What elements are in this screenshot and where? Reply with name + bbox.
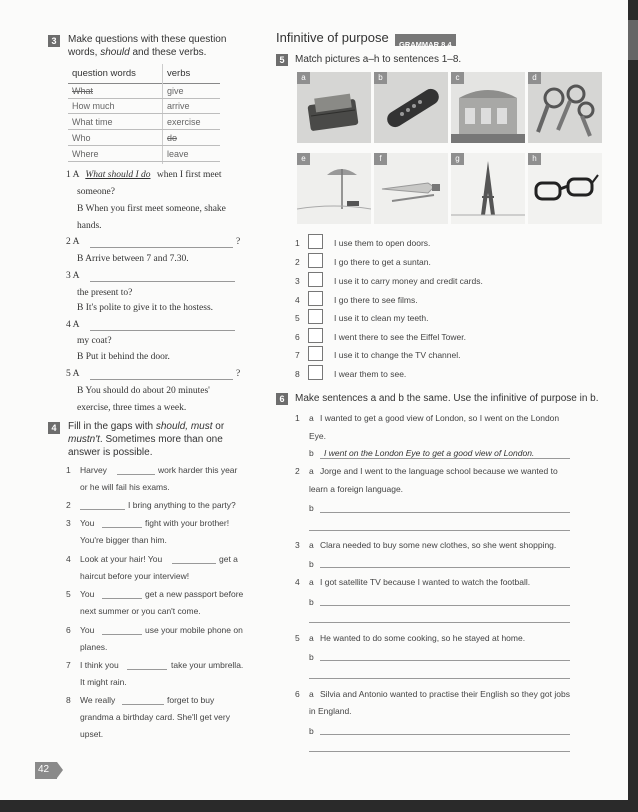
item-text: fight with your brother! <box>145 518 230 528</box>
answer-line[interactable] <box>90 330 235 331</box>
item-number: 7 <box>295 350 300 360</box>
item-letter: a <box>309 413 314 423</box>
table-row-divider <box>68 145 220 146</box>
item-number: 2 <box>295 257 300 267</box>
instruction-line: Make questions with these question <box>68 34 227 45</box>
item-number: 3 <box>66 518 71 528</box>
answer-box[interactable] <box>308 291 323 306</box>
sentence-text: I use them to open doors. <box>334 238 431 248</box>
gap-line[interactable] <box>102 527 142 528</box>
item-text: It might rain. <box>80 677 127 687</box>
picture-beach <box>297 153 371 224</box>
picture-cinema <box>451 72 525 143</box>
item-text: We really <box>80 695 116 705</box>
answer-box[interactable] <box>308 346 323 361</box>
table-cell: arrive <box>167 101 190 111</box>
text: words, <box>68 47 101 58</box>
item-text: haircut before your interview! <box>80 571 190 581</box>
sentence-text: He wanted to do some cooking, so he stayed at home. <box>320 633 526 643</box>
item-number: 3 <box>295 540 300 550</box>
item-text: work harder this year <box>158 465 238 475</box>
item-letter: b <box>309 503 314 513</box>
item-text: forget to buy <box>167 695 215 705</box>
text: when I first meet <box>156 170 222 180</box>
item-letter: a <box>309 540 314 550</box>
item-number: 5 <box>295 633 300 643</box>
picture-glasses <box>528 153 602 224</box>
ex3-item-2b: B Arrive between 7 and 7.30. <box>77 254 189 264</box>
exercise-6-badge: 6 <box>276 393 288 405</box>
item-number: 8 <box>66 695 71 705</box>
item-number: 1 <box>66 465 71 475</box>
sentence-text: I got satellite TV because I wanted to watch the football. <box>320 577 531 587</box>
gap-line[interactable] <box>127 669 167 670</box>
item-number: 8 <box>295 369 300 379</box>
ex3-item-4b: B Put it behind the door. <box>77 352 170 362</box>
item-number: 4 <box>295 295 300 305</box>
ex3-item-3a: 3 A <box>66 271 80 281</box>
sentence-text: I use it to clean my teeth. <box>334 313 429 323</box>
ex3-item-1b: B When you first meet someone, shake <box>77 204 226 214</box>
instruction-line <box>68 46 258 59</box>
table-cell: How much <box>72 101 115 111</box>
table-header-verbs: verbs <box>167 68 191 79</box>
exercise-3-instruction <box>68 33 258 59</box>
item-text: upset. <box>80 729 104 739</box>
answer-box[interactable] <box>308 234 323 249</box>
table-cell: do <box>167 133 178 143</box>
item-text: get a new passport before <box>145 589 244 599</box>
table-divider <box>68 83 220 84</box>
item-number: 5 <box>295 313 300 323</box>
item-letter: b <box>309 559 314 569</box>
picture-toothpaste <box>374 153 448 224</box>
sentence-text: in England. <box>309 706 352 716</box>
gap-line[interactable] <box>172 563 216 564</box>
sentence-text: learn a foreign language. <box>309 484 404 494</box>
gap-line[interactable] <box>122 704 164 705</box>
exercise-4-badge: 4 <box>48 422 60 434</box>
item-text: You're bigger than him. <box>80 535 167 545</box>
answer-line[interactable] <box>320 605 570 606</box>
item-text: I think you <box>80 660 119 670</box>
picture-wallet <box>297 72 371 143</box>
item-letter: b <box>309 448 314 458</box>
answer-line[interactable] <box>309 622 570 623</box>
text-italic: should, must <box>155 421 213 432</box>
answer-box[interactable] <box>308 253 323 268</box>
item-letter: b <box>309 726 314 736</box>
text: . Sometimes more than one <box>99 434 223 445</box>
page-edge-tab <box>628 20 638 60</box>
ex3-item-2a: 2 A <box>66 237 80 247</box>
table-header-question-words: question words <box>72 68 136 79</box>
table-cell: What time <box>72 117 113 127</box>
gap-line[interactable] <box>117 474 155 475</box>
picture-label: b <box>374 72 387 84</box>
answer-line[interactable] <box>309 678 570 679</box>
gap-line[interactable] <box>80 509 125 510</box>
table-cell: leave <box>167 149 189 159</box>
sentence-text: I use it to change the TV channel. <box>334 350 461 360</box>
item-number: 5 <box>66 589 71 599</box>
picture-label: g <box>451 153 464 165</box>
ex3-item-3a-cont: the present to? <box>77 288 133 298</box>
table-cell: What <box>72 86 94 96</box>
item-letter: b <box>309 652 314 662</box>
answer-line[interactable] <box>320 660 570 661</box>
sentence-text: I use it to carry money and credit cards. <box>334 276 483 286</box>
item-text: Harvey <box>80 465 107 475</box>
picture-label: c <box>451 72 464 84</box>
answer-line[interactable] <box>90 379 233 380</box>
table-row-divider <box>68 161 220 162</box>
item-letter: a <box>309 577 314 587</box>
item-number: 6 <box>295 689 300 699</box>
item-number: 1 <box>295 413 300 423</box>
page-edge <box>628 0 638 812</box>
gap-line[interactable] <box>102 598 142 599</box>
table-cell: give <box>167 86 184 96</box>
item-text: use your mobile phone on <box>145 625 243 635</box>
item-number: 1 <box>295 238 300 248</box>
answer-line[interactable] <box>320 734 570 735</box>
sentence-text: I go there to see films. <box>334 295 418 305</box>
instruction-line: answer is possible. <box>68 447 153 458</box>
grammar-tag-arrow <box>446 34 451 46</box>
picture-label: h <box>528 153 541 165</box>
ex3-item-4a-cont: my coat? <box>77 336 112 346</box>
page-number-arrow <box>57 762 63 778</box>
text-italic: mustn't <box>68 434 100 445</box>
section-title: Infinitive of purpose <box>276 30 389 45</box>
picture-keys <box>528 72 602 143</box>
page-bottom-edge <box>0 800 638 812</box>
table-cell: exercise <box>167 117 201 127</box>
item-letter: a <box>309 689 314 699</box>
question-mark: ? <box>236 369 241 379</box>
page-number-text: 42 <box>38 764 50 775</box>
answer-line[interactable] <box>309 751 570 752</box>
sentence-text: Eye. <box>309 431 327 441</box>
answer-box[interactable] <box>308 328 323 343</box>
answer-line[interactable] <box>90 281 235 282</box>
text: and these verbs. <box>129 47 207 58</box>
instruction-line <box>68 433 263 446</box>
item-number: 2 <box>295 466 300 476</box>
gap-line[interactable] <box>102 634 142 635</box>
answer-text: I went on the London Eye to get a good view of London. <box>324 448 535 458</box>
page-number <box>35 762 57 779</box>
item-number: 6 <box>295 332 300 342</box>
table-row-divider <box>68 129 220 130</box>
answer-line[interactable] <box>309 530 570 531</box>
item-number: 4 <box>295 577 300 587</box>
answer-box[interactable] <box>308 365 323 380</box>
exercise-6-instruction: Make sentences a and b the same. Use the infinitive of purpose in b. <box>295 393 599 404</box>
table-cell: Where <box>72 149 99 159</box>
ex3-item-5a: 5 A <box>66 369 80 379</box>
item-text: get a <box>219 554 238 564</box>
item-text: next summer or you can't come. <box>80 606 201 616</box>
text: Fill in the gaps with <box>68 421 156 432</box>
picture-label: d <box>528 72 541 84</box>
ex3-item-5b-cont: exercise, three times a week. <box>77 403 187 413</box>
picture-remote-control <box>374 72 448 143</box>
item-number: 2 <box>66 500 71 510</box>
answer-box[interactable] <box>308 272 323 287</box>
text: or <box>212 421 225 432</box>
item-letter: a <box>309 633 314 643</box>
table-cell: Who <box>72 133 91 143</box>
grammar-tag-text: GRAMMAR 8.4 <box>399 40 452 49</box>
answer-line[interactable] <box>320 567 570 568</box>
ex3-item-1a-cont: someone? <box>77 187 115 197</box>
ex3-item-1b-cont: hands. <box>77 221 102 231</box>
exercise-4-instruction <box>68 420 263 459</box>
item-number: 6 <box>66 625 71 635</box>
exercise-5-badge: 5 <box>276 54 288 66</box>
item-text: I bring anything to the party? <box>128 500 236 510</box>
sentence-text: Silvia and Antonio wanted to practise their English so they got jobs <box>320 689 570 699</box>
question-mark: ? <box>236 237 241 247</box>
item-text: or he will fail his exams. <box>80 482 170 492</box>
ex3-item-5b: B You should do about 20 minutes' <box>77 386 210 396</box>
item-text: take your umbrella. <box>171 660 244 670</box>
text-italic: should <box>100 47 130 58</box>
picture-label: f <box>374 153 387 165</box>
sentence-text: Jorge and I went to the language school because we wanted to <box>320 466 558 476</box>
answer-line[interactable] <box>320 458 570 459</box>
ex3-item-4a: 4 A <box>66 320 80 330</box>
item-text: planes. <box>80 642 108 652</box>
sentence-text: I went there to see the Eiffel Tower. <box>334 332 466 342</box>
item-letter: b <box>309 597 314 607</box>
exercise-5-instruction: Match pictures a–h to sentences 1–8. <box>295 54 462 65</box>
item-number: 7 <box>66 660 71 670</box>
item-number: 3 <box>295 276 300 286</box>
item-text: Look at your hair! You <box>80 554 163 564</box>
sentence-text: Clara needed to buy some new clothes, so she went shopping. <box>320 540 557 550</box>
item-text: You <box>80 518 95 528</box>
exercise-3-badge: 3 <box>48 35 60 47</box>
answer-box[interactable] <box>308 309 323 324</box>
table-row-divider <box>68 98 220 99</box>
picture-label: e <box>297 153 310 165</box>
ex3-item-3b: B It's polite to give it to the hostess. <box>77 303 214 313</box>
item-text: You <box>80 589 95 599</box>
sentence-text: I wear them to see. <box>334 369 407 379</box>
item-letter: a <box>309 466 314 476</box>
picture-label: a <box>297 72 310 84</box>
item-text: grandma a birthday card. She'll get very <box>80 712 230 722</box>
sentence-text: I go there to get a suntan. <box>334 257 431 267</box>
item-text: You <box>80 625 95 635</box>
answer-text: What should I do <box>85 170 151 180</box>
answer-line[interactable] <box>320 512 570 513</box>
answer-line[interactable] <box>90 247 233 248</box>
instruction-line <box>68 420 263 433</box>
ex3-item-1a <box>66 170 266 180</box>
table-col-divider <box>162 64 163 164</box>
table-row-divider <box>68 113 220 114</box>
sentence-text: I wanted to get a good view of London, so I went on the London <box>320 413 560 423</box>
text: 1 A <box>66 170 79 180</box>
item-number: 4 <box>66 554 71 564</box>
picture-eiffel-tower <box>451 153 525 224</box>
